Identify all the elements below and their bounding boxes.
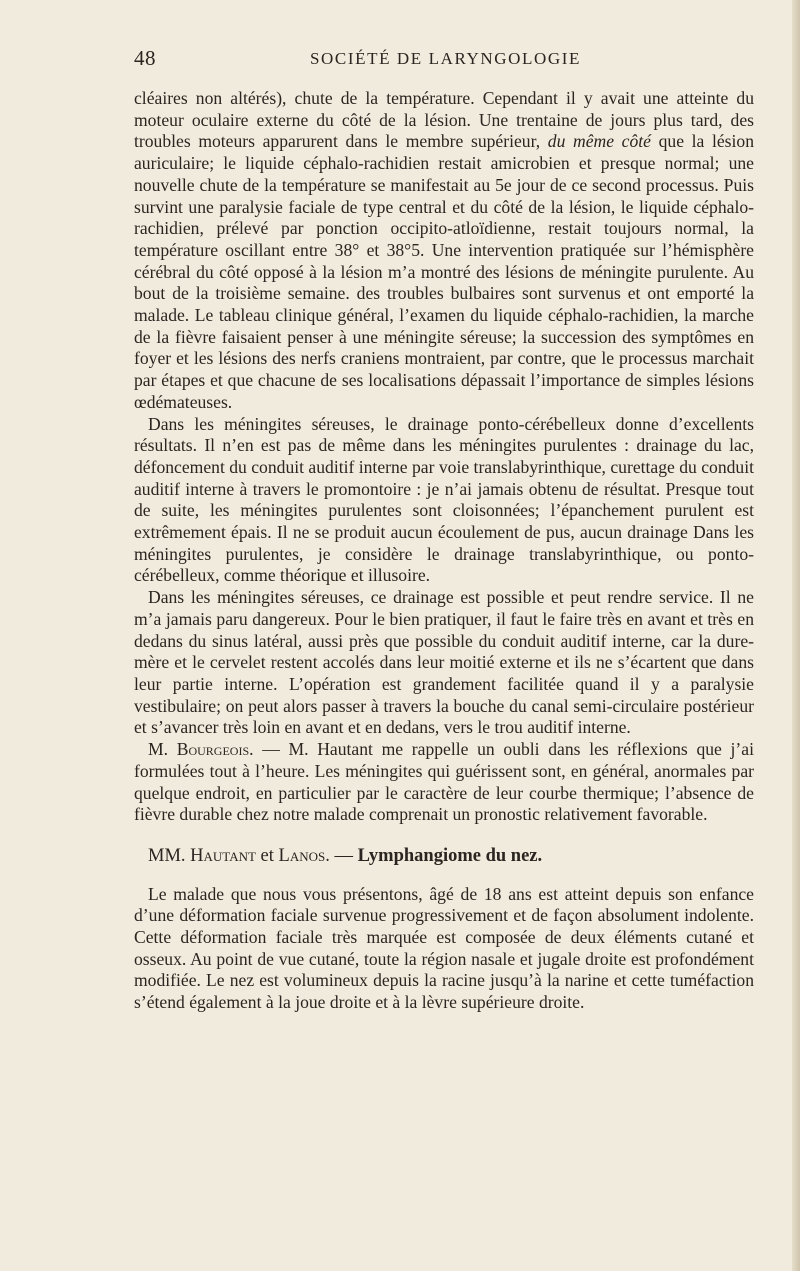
heading-prefix: MM. — [148, 845, 191, 866]
paragraph-text: cléaires non altérés), chute de la température. Cependant il y avait une atteinte du moteur oculaire externe du côté de la lésion. Une trentaine de jours plus tard, des troubles moteurs apparurent dans le membre supérieur, — [134, 88, 754, 152]
paragraph-drainage: Dans les méningites séreuses, le drainage ponto-cérébelleux donne d’excellents résultats. Il n’en est pas de même dans les méningites purulentes : drainage du lac, défoncement du conduit auditif interne par voie translabyrinthique, curettage du conduit auditif interne à travers le promontoire : je n’ai jamais obtenu de résultat. Presque tout de suite, les méningites purulentes sont cloisonnées; l’épanchement purulent est extrêmement épais. Il ne se produit aucun écoulement de pus, aucun drainage Dans les méningites purulentes, je considère le drainage translabyrinthique, ou ponto-cérébelleux, comme théorique et illusoire. — [134, 413, 754, 586]
page-number: 48 — [134, 46, 156, 70]
paragraph-bourgeois — [134, 739, 754, 826]
heading-conjunction: et — [255, 845, 279, 866]
paragraph-text: que la lésion auriculaire; le liquide céphalo-rachidien restait amicrobien et presque normal; une nouvelle chute de la température se manifestait au 5e jour de ce second processus. Puis survint une paralysie faciale de type central et du côté de la lésion, le liquide céphalo-rachidien, prélevé par ponction occipito-atloïdienne, restait toujours normal, la température oscillant entre 38° et 38°5. Une intervention pratiquée sur l’hémisphère cérébral du côté opposé à la lésion m’a montré des lésions de méningite purulente. Au bout de la troisième semaine. des troubles bulbaires sont survenus et ont emporté la malade. Le tableau clinique général, l’examen du liquide céphalo-rachidien, la marche de la fièvre faisaient penser à une méningite séreuse; la succession des symptômes en foyer et les lésions des nerfs craniens montraient, par contre, que le processus marchait par étapes et que chacune de ses localisations dépassait l’importance de simples lésions œdémateuses. — [134, 131, 754, 412]
page-edge — [792, 0, 800, 1271]
paragraph-case-report: Le malade que nous vous présentons, âgé de 18 ans est atteint depuis son enfance d’une déformation faciale survenue progressivement et de façon absolument indolente. Cette déformation faciale très marquée est composée de deux éléments cutané et osseux. Au point de vue cutané, toute la région nasale et jugale droite est profondément modifiée. Le nez est volumineux depuis la racine jusqu’à la narine et cette tuméfaction s’étend également à la joue droite et à la lèvre supérieure droite. — [134, 883, 754, 1013]
section-heading — [134, 846, 754, 868]
page-body — [134, 88, 754, 1014]
heading-title: Lymphangiome du nez. — [357, 845, 543, 866]
author-name: Lanos. — [278, 845, 330, 866]
running-title: SOCIÉTÉ DE LARYNGOLOGIE — [310, 49, 581, 68]
author-name: Hautant — [190, 845, 256, 866]
paragraph-text: — M. Hautant me rappelle un oubli dans les réflexions que j’ai formulées tout à l’heure. Les méningites qui guérissent sont, en général, anormales par quelque endroit, en particulier par le caractère de leur courbe thermique; l’absence de fièvre durable chez notre malade comprenait un pronostic relativement favorable. — [134, 739, 754, 825]
paragraph-serous-meningitis: Dans les méningites séreuses, ce drainage est possible et peut rendre service. Il ne m’a jamais paru dangereux. Pour le bien pratiquer, il faut le faire très en avant et très en dedans du sinus latéral, aussi près que possible du conduit auditif interne, car la dure-mère et le cervelet restent accolés dans leur moitié externe et ils ne s’écartent que dans leur partie interne. L’opération est grandement facilitée quand il y a paralysie vestibulaire; on peut alors passer à travers la bouche du canal semi-circulaire postérieur et s’avancer très loin en avant et en dedans, vers le trou auditif interne. — [134, 587, 754, 738]
paragraph-continuation — [134, 88, 754, 414]
heading-dash: — — [329, 845, 358, 866]
page-header — [134, 46, 754, 72]
speaker-name: M. Bourgeois. — [148, 739, 254, 760]
italic-phrase: du même côté — [547, 131, 651, 152]
